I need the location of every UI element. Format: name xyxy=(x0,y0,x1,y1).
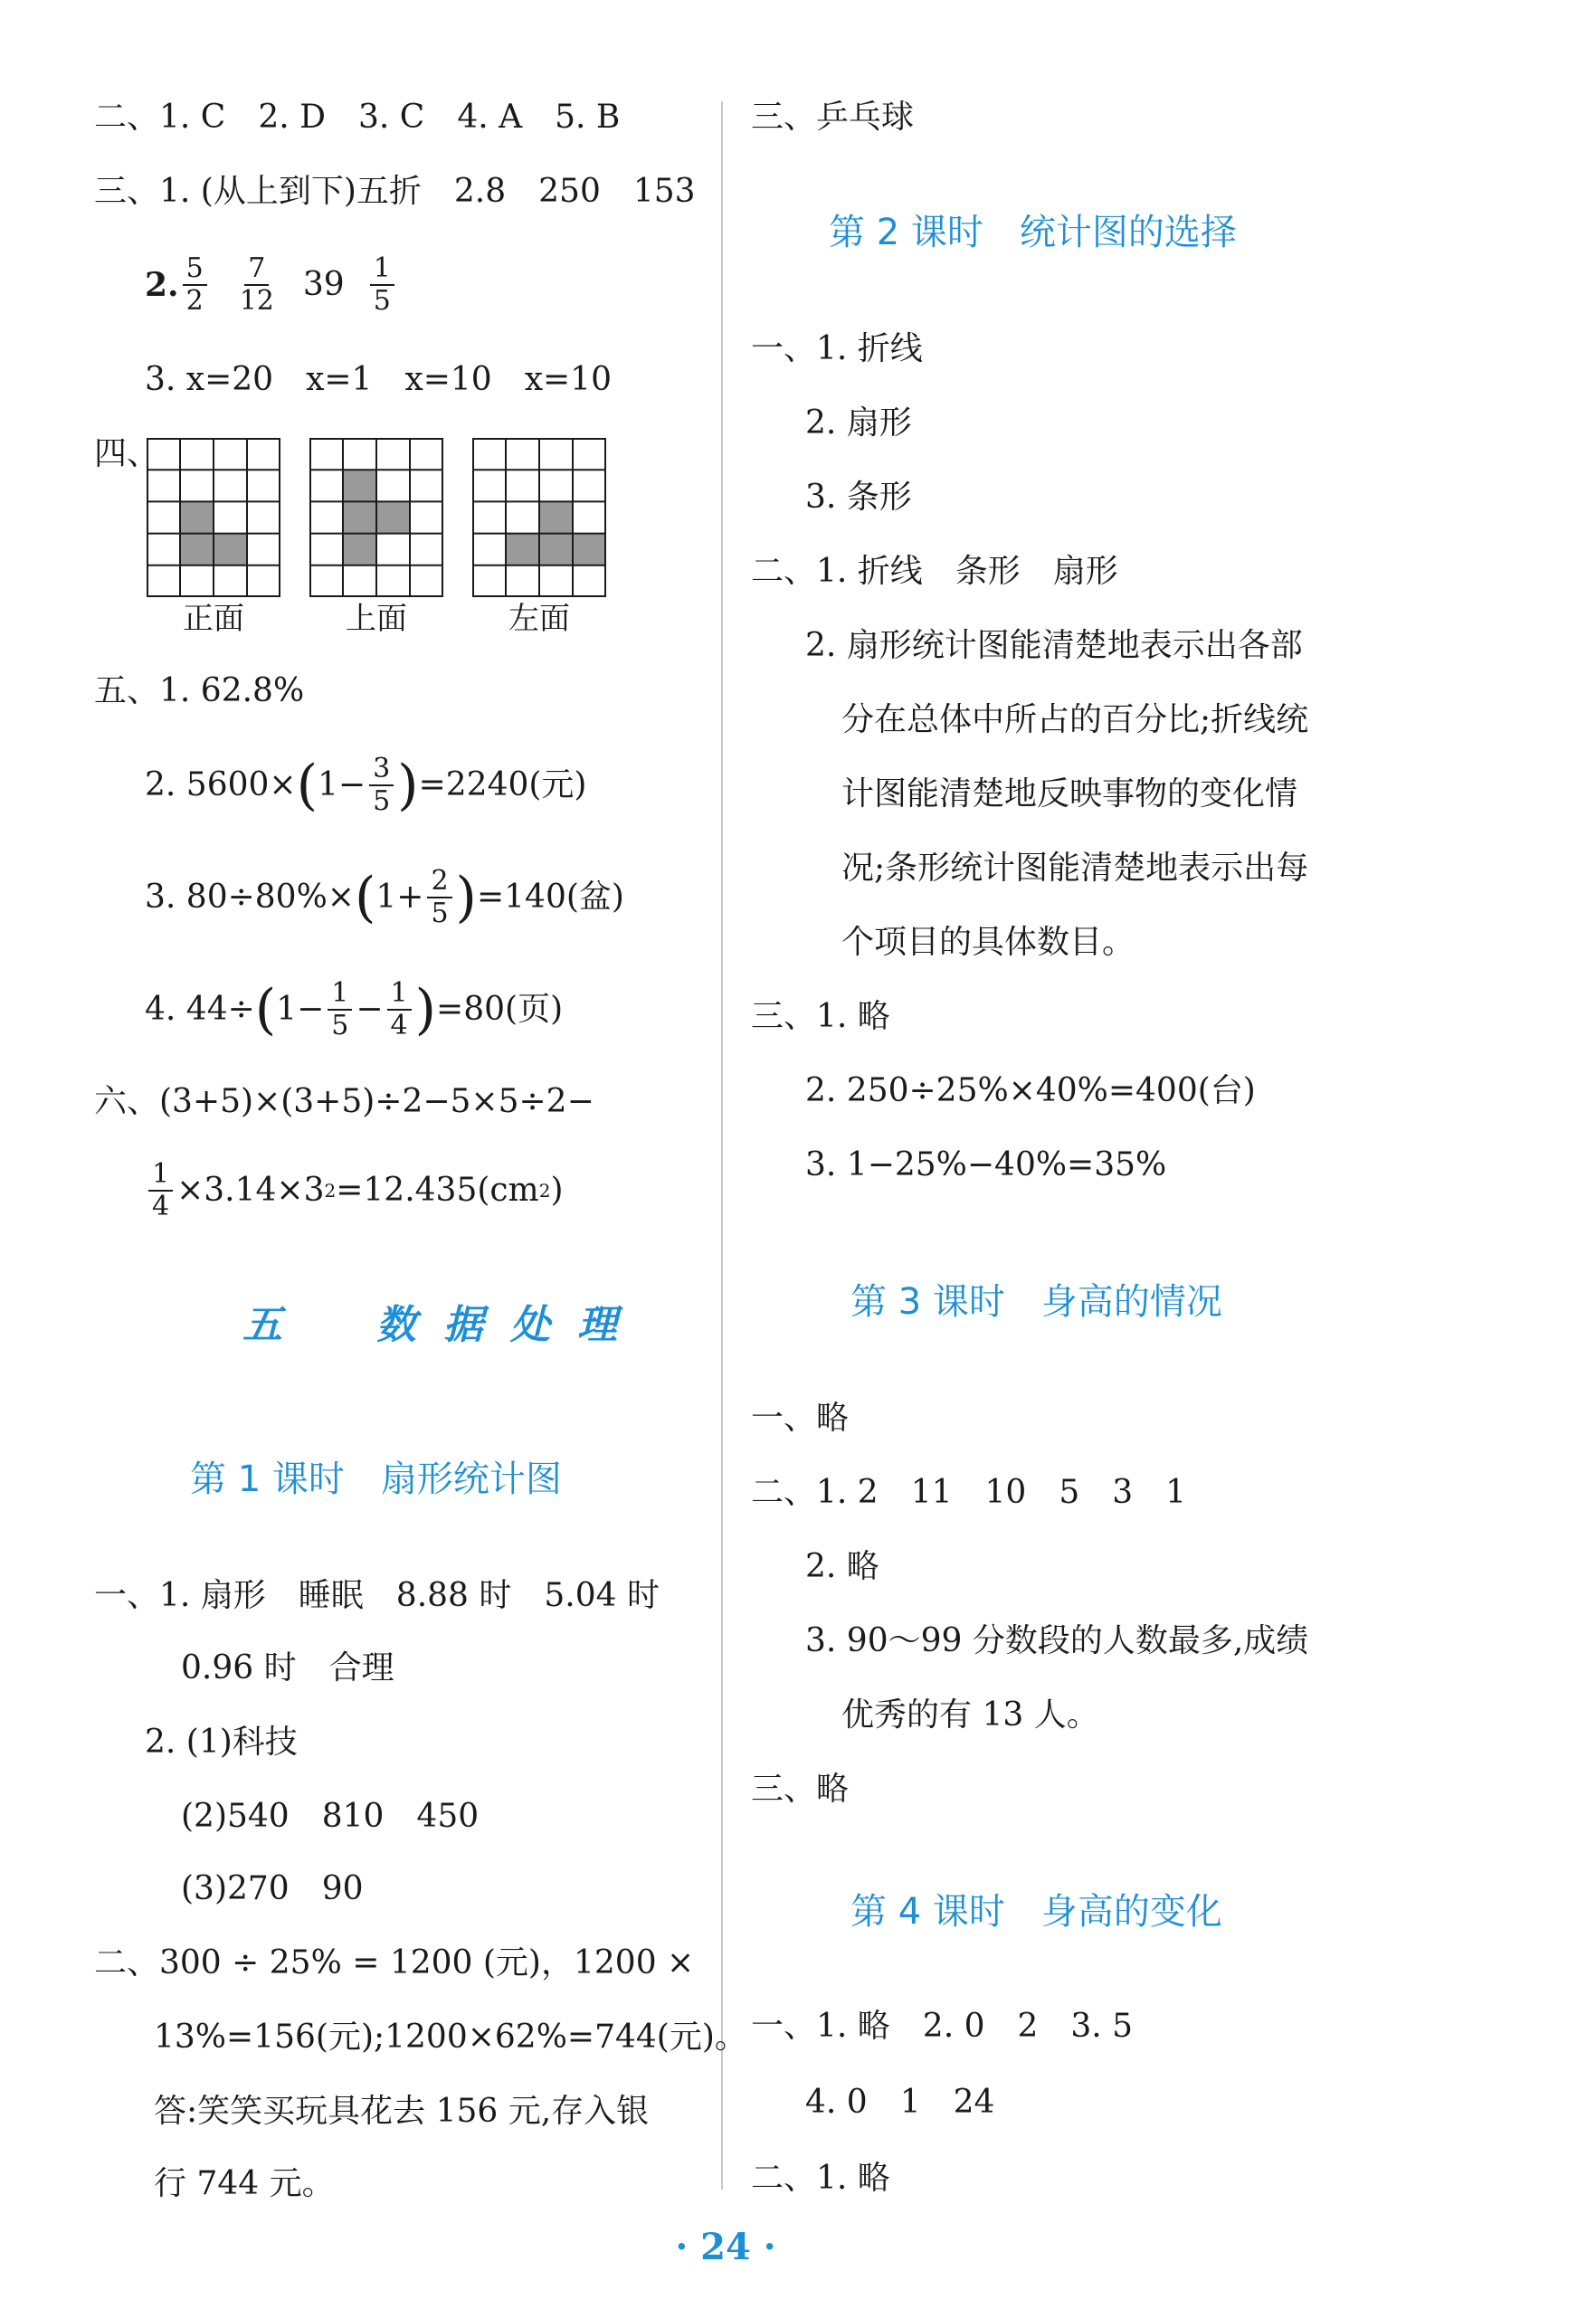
expr-part: 3. 80÷80%× xyxy=(145,879,355,916)
answer-section-5-3: 3. 80÷80%× ( 1+ $\frac{2}{5}$ ) =140(盆) xyxy=(145,865,624,929)
lesson2-line: 3. 1−25%−40%=35% xyxy=(805,1146,1167,1183)
lesson1-answer-e1: 二、300 ÷ 25% = 1200 (元)，1200 × xyxy=(94,1944,695,1981)
lesson1-answer-e4: 行 744 元。 xyxy=(154,2165,335,2202)
lesson-1-title xyxy=(190,1457,562,1502)
number-value: 39 xyxy=(302,266,345,303)
answer-section-5-4: 4. 44÷ ( 1− $\frac{1}{5}$ − $\frac{1}{4}$ ) =80(页) xyxy=(145,977,564,1041)
lesson-2-title xyxy=(829,210,1237,255)
lesson1-answer-2b: (2)540 810 450 xyxy=(181,1798,480,1835)
lesson-number: 第 2 课时 xyxy=(829,212,983,253)
lesson1-answer-2: 2. (1)科技 xyxy=(145,1724,298,1761)
fraction: $\frac{3}{5}$ xyxy=(369,754,394,817)
lesson1-answer-1a: 一、1. 扇形 睡眠 8.88 时 5.04 时 xyxy=(94,1577,660,1614)
lesson3-line: 优秀的有 13 人。 xyxy=(841,1696,1099,1734)
lesson1-answer-1b: 0.96 时 合理 xyxy=(181,1649,394,1687)
answer-section-6-line2: $\frac{1}{4}$ ×3.14×3 2 =12.435(cm 2 ) xyxy=(145,1149,563,1232)
top-view-grid xyxy=(309,438,443,597)
lesson-name: 统计图的选择 xyxy=(1019,212,1237,253)
expr-result: =2240(元) xyxy=(418,766,587,803)
fraction: $\frac{1}{5}$ xyxy=(370,253,394,317)
answer-section-3-1: 三、1. (从上到下)五折 2.8 250 153 xyxy=(94,173,696,210)
page-number: · 24 · xyxy=(675,2226,776,2268)
fraction: $\frac{2}{5}$ xyxy=(427,866,451,929)
lesson4-line: 二、1. 略 xyxy=(751,2160,890,2197)
lesson1-answer-e3: 答:笑笑买玩具花去 156 元,存入银 xyxy=(154,2093,650,2130)
lesson3-line: 一、略 xyxy=(751,1400,850,1437)
answer-section-3-3: 3. x=20 x=1 x=10 x=10 xyxy=(145,361,612,398)
expr-part: 4. 44÷ xyxy=(145,991,255,1028)
fraction: $\frac{1}{4}$ xyxy=(387,978,412,1041)
top-view-label: 上面 xyxy=(346,601,407,637)
lesson2-line: 计图能清楚地反映事物的变化情 xyxy=(841,775,1298,812)
lesson-name: 身高的情况 xyxy=(1040,1281,1222,1323)
lesson1-answer-e2: 13%=156(元);1200×62%=744(元)。 xyxy=(154,2019,747,2056)
fraction: $\frac{1}{4}$ xyxy=(148,1159,173,1222)
expr-result: =12.435(cm xyxy=(336,1172,539,1209)
fraction: $\frac{7}{12}$ xyxy=(239,252,274,317)
lesson2-line: 一、1. 折线 xyxy=(751,330,923,367)
expr-result: =140(盆) xyxy=(476,879,624,916)
lesson2-line: 况;条形统计图能清楚地表示出每 xyxy=(841,850,1309,887)
answer-section-6-line1: 六、(3+5)×(3+5)÷2−5×5÷2− xyxy=(94,1083,594,1120)
lesson1-answer-2c: (3)270 90 xyxy=(181,1870,364,1907)
lesson-number: 第 1 课时 xyxy=(190,1459,345,1500)
unit-title: 五 数据处理 xyxy=(242,1302,644,1348)
lesson3-line: 3. 90～99 分数段的人数最多,成绩 xyxy=(805,1622,1309,1659)
answer-section-2: 二、1. C 2. D 3. C 4. A 5. B xyxy=(94,99,621,136)
lesson-number: 第 3 课时 xyxy=(850,1281,1005,1323)
lesson2-line: 2. 扇形统计图能清楚地表示出各部 xyxy=(805,627,1303,664)
lesson2-line: 个项目的具体数目。 xyxy=(841,924,1135,961)
answer-section-5-1: 五、1. 62.8% xyxy=(94,672,305,709)
lesson2-line: 2. 扇形 xyxy=(805,404,912,442)
front-view-label: 正面 xyxy=(183,601,244,637)
fraction: $\frac{5}{2}$ xyxy=(183,253,207,317)
answer-section-4-label: 四、 xyxy=(94,435,160,472)
left-view-grid xyxy=(472,438,606,597)
lesson-3-title xyxy=(850,1279,1222,1325)
lesson2-line: 二、1. 折线 条形 扇形 xyxy=(751,553,1118,590)
expr-part: ×3.14×3 xyxy=(176,1172,325,1209)
answer-section-5-2: 2. 5600× ( 1− $\frac{3}{5}$ ) =2240(元) xyxy=(145,753,587,817)
lesson2-line: 3. 条形 xyxy=(805,479,912,516)
lesson2-line: 分在总体中所占的百分比;折线统 xyxy=(841,701,1309,738)
front-view-grid xyxy=(147,438,280,597)
lesson3-line: 三、略 xyxy=(751,1771,850,1808)
lesson-4-title xyxy=(850,1889,1222,1934)
lesson4-line: 4. 0 1 24 xyxy=(805,2084,995,2121)
lesson4-line: 一、1. 略 2. 0 2 3. 5 xyxy=(751,2008,1134,2045)
lesson2-line: 三、1. 略 xyxy=(751,998,890,1035)
lesson3-line: 2. 略 xyxy=(805,1548,879,1585)
lesson-name: 扇形统计图 xyxy=(380,1459,562,1500)
right-answer-0: 三、乒乓球 xyxy=(751,99,915,136)
expr-result: =80(页) xyxy=(436,991,564,1028)
expr-part: 2. 5600× xyxy=(145,766,297,803)
answer-section-3-2 xyxy=(145,244,398,326)
lesson-number: 第 4 课时 xyxy=(850,1891,1005,1933)
left-view-label: 左面 xyxy=(508,601,570,637)
item-label: 2. xyxy=(145,266,179,304)
fraction: $\frac{1}{5}$ xyxy=(328,978,352,1041)
lesson-name: 身高的变化 xyxy=(1040,1891,1222,1933)
lesson3-line: 二、1. 2 11 10 5 3 1 xyxy=(751,1474,1187,1511)
lesson2-line: 2. 250÷25%×40%=400(台) xyxy=(805,1072,1256,1109)
column-divider xyxy=(721,101,723,2190)
